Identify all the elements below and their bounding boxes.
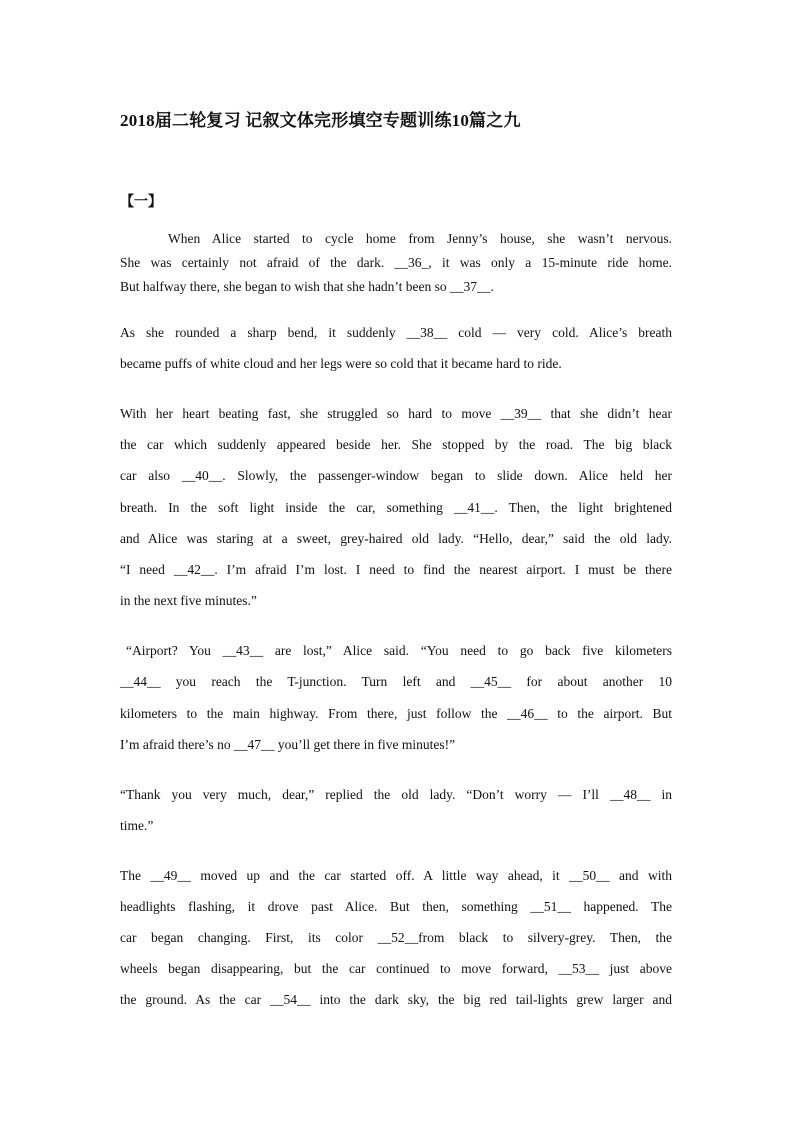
paragraph-line: She was certainly not afraid of the dark. __36_, it was only a 15-minute ride home. bbox=[120, 255, 672, 270]
paragraph-line: I’m afraid there’s no __47__ you’ll get there in five minutes!” bbox=[120, 737, 456, 752]
paragraph-line: the ground. As the car __54__ into the dark sky, the big red tail-lights grew larger and bbox=[120, 992, 672, 1007]
paragraph-line: As she rounded a sharp bend, it suddenly __38__ cold — very cold. Alice’s breath bbox=[120, 325, 672, 340]
paragraph-line: breath. In the soft light inside the car, something __41__. Then, the light brightened bbox=[120, 500, 672, 515]
paragraph-line: kilometers to the main highway. From there, just follow the __46__ to the airport. But bbox=[120, 706, 672, 721]
paragraph-line: the car which suddenly appeared beside her. She stopped by the road. The big black bbox=[120, 437, 672, 452]
paragraph-line: car began changing. First, its color __52__from black to silvery-grey. Then, the bbox=[120, 930, 672, 945]
paragraph-line: The __49__ moved up and the car started off. A little way ahead, it __50__ and with bbox=[120, 868, 672, 883]
section-label: 【一】 bbox=[120, 195, 162, 210]
paragraph-line: in the next five minutes.” bbox=[120, 593, 257, 608]
paragraph-line: __44__ you reach the T-junction. Turn left and __45__ for about another 10 bbox=[120, 674, 672, 689]
document-title: 2018届二轮复习 记叙文体完形填空专题训练10篇之九 bbox=[120, 111, 521, 130]
paragraph-line: car also __40__. Slowly, the passenger-window began to slide down. Alice held her bbox=[120, 468, 672, 483]
paragraph-line: “Thank you very much, dear,” replied the old lady. “Don’t worry — I’ll __48__ in bbox=[120, 787, 672, 802]
paragraph-line: wheels began disappearing, but the car continued to move forward, __53__ just above bbox=[120, 961, 672, 976]
paragraph-line: When Alice started to cycle home from Jenny’s house, she wasn’t nervous. bbox=[168, 231, 672, 246]
paragraph-line: “I need __42__. I’m afraid I’m lost. I need to find the nearest airport. I must be there bbox=[120, 562, 672, 577]
paragraph-line: With her heart beating fast, she struggled so hard to move __39__ that she didn’t hear bbox=[120, 406, 672, 421]
paragraph-line: time.” bbox=[120, 818, 154, 833]
paragraph-line: “Airport? You __43__ are lost,” Alice said. “You need to go back five kilometers bbox=[126, 643, 672, 658]
paragraph-line: and Alice was staring at a sweet, grey-haired old lady. “Hello, dear,” said the old lady. bbox=[120, 531, 672, 546]
paragraph-line: became puffs of white cloud and her legs were so cold that it became hard to ride. bbox=[120, 356, 562, 371]
paragraph-line: headlights flashing, it drove past Alice. But then, something __51__ happened. The bbox=[120, 899, 672, 914]
paragraph-line: But halfway there, she began to wish that she hadn’t been so __37__. bbox=[120, 279, 494, 294]
